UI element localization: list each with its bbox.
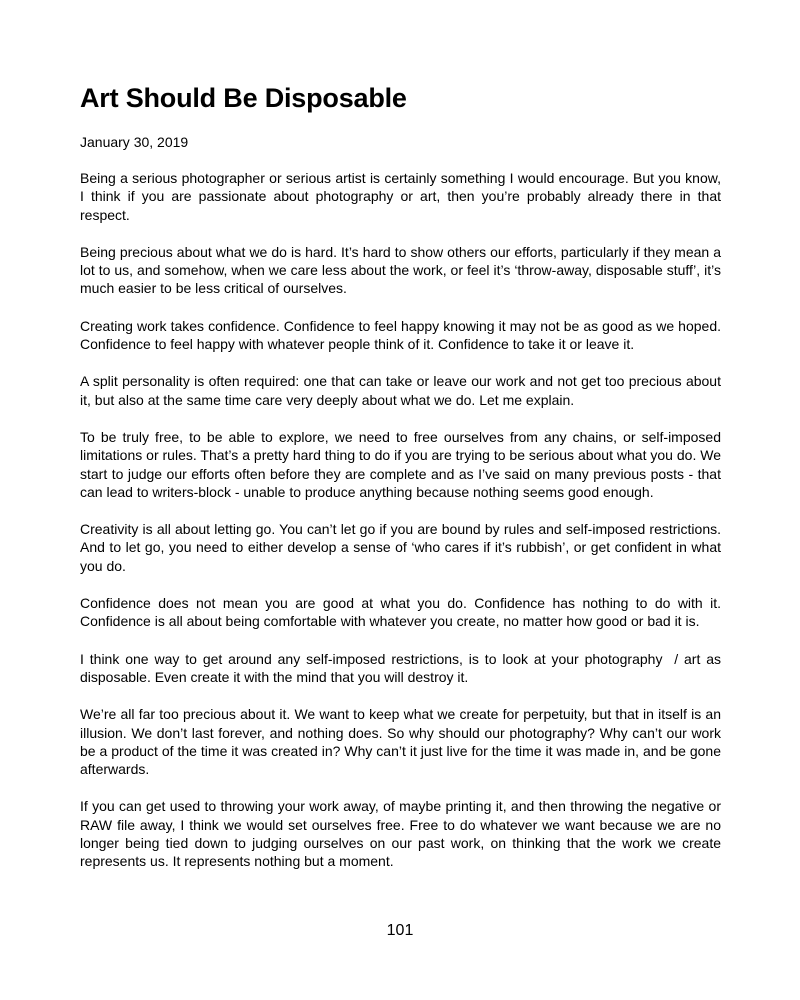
body-paragraph: To be truly free, to be able to explore, we need to free ourselves from any chains, or self-imposed limitations or rules. That’s a pretty hard thing to do if you are trying to be serious about what you do. We start to judge our efforts often before they are complete and as I’ve said on many previous posts - that can lead to writers-block - unable to produce anything because nothing seems good enough.: [80, 428, 721, 500]
body-paragraph: We’re all far too precious about it. We want to keep what we create for perpetuity, but that in itself is an illusion. We don’t last forever, and nothing does. So why should our photography? Why can’t our work be a product of the time it was created in? Why can’t it just live for the time it was made in, and be gone afterwards.: [80, 706, 721, 778]
body-paragraph: I think one way to get around any self-imposed restrictions, is to look at your photography / art as disposable. Even create it with the mind that you will destroy it.: [80, 650, 725, 685]
body-paragraph: Confidence does not mean you are good at what you do. Confidence has nothing to do with it. Confidence is all about being comfortable with whatever you create, no matter how good or bad it is.: [80, 595, 721, 630]
body-paragraph: Creativity is all about letting go. You can’t let go if you are bound by rules and self-imposed restrictions. And to let go, you need to either develop a sense of ‘who cares if it’s rubbish’, or get confident in what you do.: [80, 521, 721, 574]
body-paragraph: A split personality is often required: one that can take or leave our work and not get too precious about it, but also at the same time care very deeply about what we do. Let me explain.: [80, 373, 721, 408]
body-paragraph: Being a serious photographer or serious artist is certainly something I would encourage. But you know, I think if you are passionate about photography or art, then you’re probably already there in that respect.: [80, 170, 721, 223]
page-number: 101: [386, 922, 414, 939]
article-title: Art Should Be Disposable: [80, 83, 407, 113]
body-paragraph: Creating work takes confidence. Confidence to feel happy knowing it may not be as good as we hoped. Confidence to feel happy with whatever people think of it. Confidence to take it or leave it.: [80, 317, 721, 353]
article-body: [80, 169, 725, 890]
article-date: January 30, 2019: [80, 134, 189, 150]
body-paragraph: Being precious about what we do is hard. It’s hard to show others our efforts, particularly if they mean a lot to us, and somehow, when we care less about the work, or feel it’s ‘throw-away, disposable stuff’, it’s much easier to be less critical of ourselves.: [80, 243, 721, 297]
body-paragraph: If you can get used to throwing your work away, of maybe printing it, and then throwing the negative or RAW file away, I think we would set ourselves free. Free to do whatever we want because we are no longer being tied down to judging ourselves on our past work, on thinking that the work we create represents us. It represents nothing but a moment.: [80, 798, 721, 870]
